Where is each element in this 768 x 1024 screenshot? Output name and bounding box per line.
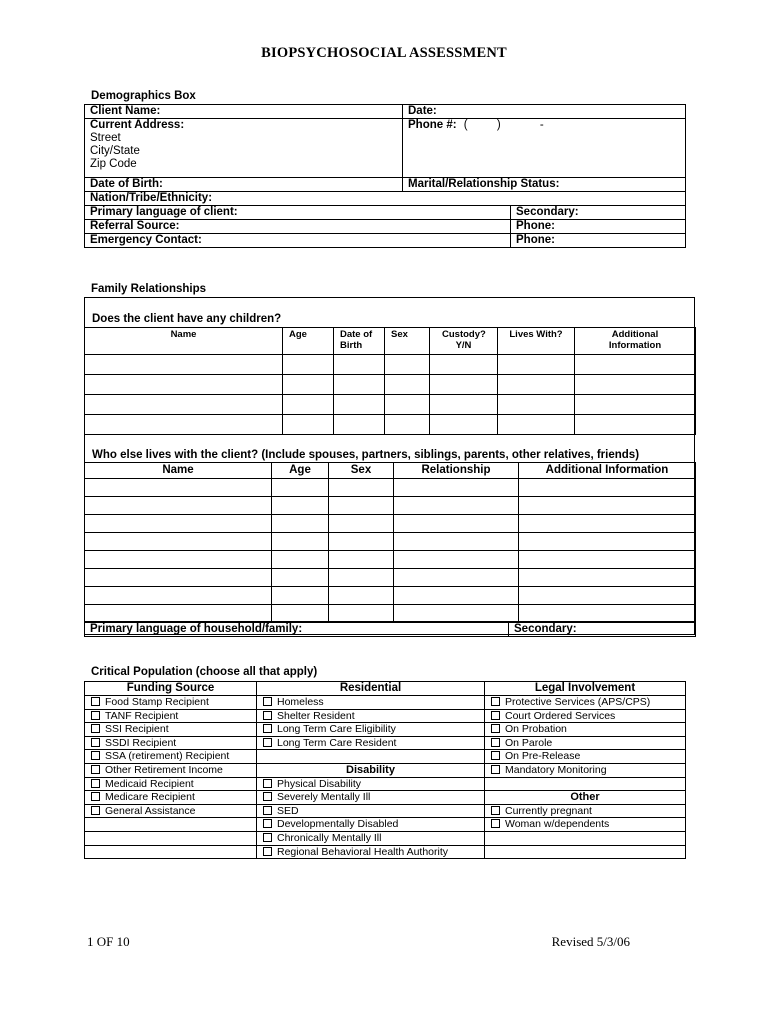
critical-population-table bbox=[84, 681, 686, 859]
disability-heading: Disability bbox=[257, 763, 485, 777]
critical-heading: Critical Population (choose all that apply) bbox=[91, 666, 318, 678]
legal-pre-release[interactable]: On Pre-Release bbox=[485, 750, 686, 764]
emergency-field[interactable]: Emergency Contact: bbox=[85, 234, 511, 248]
revision-date: Revised 5/3/06 bbox=[551, 934, 630, 949]
table-row bbox=[85, 533, 696, 551]
disability-cmi[interactable]: Chronically Mentally Ill bbox=[257, 831, 485, 845]
col-sex: Sex bbox=[329, 463, 394, 479]
other-heading: Other bbox=[485, 791, 686, 805]
disability-rbha[interactable]: Regional Behavioral Health Authority bbox=[257, 845, 485, 859]
checkbox[interactable] bbox=[491, 819, 500, 828]
col-funding: Funding Source bbox=[85, 682, 257, 696]
phone-field[interactable] bbox=[403, 119, 686, 178]
other-pregnant[interactable]: Currently pregnant bbox=[485, 804, 686, 818]
phone-close: ) bbox=[496, 119, 501, 131]
funding-ssa[interactable]: SSA (retirement) Recipient bbox=[85, 750, 257, 764]
checkbox[interactable] bbox=[491, 806, 500, 815]
col-sex: Sex bbox=[385, 328, 430, 355]
phone-label: Phone #: bbox=[408, 119, 457, 131]
checkbox[interactable] bbox=[91, 738, 100, 747]
table-row bbox=[85, 479, 696, 497]
funding-ssdi[interactable]: SSDI Recipient bbox=[85, 736, 257, 750]
checkbox[interactable] bbox=[263, 724, 272, 733]
legal-protective[interactable]: Protective Services (APS/CPS) bbox=[485, 696, 686, 710]
checkbox[interactable] bbox=[91, 711, 100, 720]
phone-open: ( bbox=[463, 119, 468, 131]
checkbox[interactable] bbox=[263, 792, 272, 801]
table-row bbox=[85, 569, 696, 587]
household-secondary-field[interactable]: Secondary: bbox=[509, 622, 696, 637]
checkbox[interactable] bbox=[491, 738, 500, 747]
disability-physical[interactable]: Physical Disability bbox=[257, 777, 485, 791]
checkbox[interactable] bbox=[263, 697, 272, 706]
disability-smi[interactable]: Severely Mentally Ill bbox=[257, 791, 485, 805]
legal-court-ordered[interactable]: Court Ordered Services bbox=[485, 709, 686, 723]
disability-sed[interactable]: SED bbox=[257, 804, 485, 818]
col-name: Name bbox=[85, 463, 272, 479]
col-custody: Custody? Y/N bbox=[430, 328, 498, 355]
checkbox[interactable] bbox=[263, 806, 272, 815]
table-row bbox=[85, 355, 696, 375]
checkbox[interactable] bbox=[91, 806, 100, 815]
household-members-table bbox=[84, 462, 696, 623]
col-age: Age bbox=[283, 328, 334, 355]
demographics-table bbox=[84, 104, 686, 248]
household-language-table bbox=[84, 621, 696, 637]
address-field[interactable] bbox=[85, 119, 403, 178]
residential-shelter[interactable]: Shelter Resident bbox=[257, 709, 485, 723]
col-name: Name bbox=[85, 328, 283, 355]
table-row bbox=[85, 415, 696, 435]
emergency-phone-field[interactable]: Phone: bbox=[511, 234, 686, 248]
checkbox[interactable] bbox=[263, 738, 272, 747]
funding-tanf[interactable]: TANF Recipient bbox=[85, 709, 257, 723]
address-label: Current Address: bbox=[90, 119, 185, 131]
checkbox[interactable] bbox=[263, 819, 272, 828]
col-legal: Legal Involvement bbox=[485, 682, 686, 696]
marital-field[interactable]: Marital/Relationship Status: bbox=[403, 178, 686, 192]
col-lives-with: Lives With? bbox=[498, 328, 575, 355]
checkbox[interactable] bbox=[491, 724, 500, 733]
children-table bbox=[84, 327, 696, 435]
household-language-field[interactable]: Primary language of household/family: bbox=[85, 622, 509, 637]
demographics-heading: Demographics Box bbox=[91, 90, 196, 102]
dob-field[interactable]: Date of Birth: bbox=[85, 178, 403, 192]
lives-with-question: Who else lives with the client? (Include spouses, partners, siblings, parents, other relatives, friends) bbox=[92, 449, 640, 461]
primary-language-field[interactable]: Primary language of client: bbox=[85, 206, 511, 220]
legal-probation[interactable]: On Probation bbox=[485, 723, 686, 737]
col-residential: Residential bbox=[257, 682, 485, 696]
family-heading: Family Relationships bbox=[91, 283, 207, 295]
legal-parole[interactable]: On Parole bbox=[485, 736, 686, 750]
phone-dash: - bbox=[539, 119, 544, 131]
nation-field[interactable]: Nation/Tribe/Ethnicity: bbox=[85, 192, 686, 206]
children-question: Does the client have any children? bbox=[92, 313, 282, 325]
funding-medicaid[interactable]: Medicaid Recipient bbox=[85, 777, 257, 791]
checkbox[interactable] bbox=[91, 697, 100, 706]
col-additional: Additional Information bbox=[575, 328, 696, 355]
checkbox[interactable] bbox=[91, 779, 100, 788]
col-dob: Date of Birth bbox=[334, 328, 385, 355]
table-row bbox=[85, 587, 696, 605]
legal-mandatory-monitoring[interactable]: Mandatory Monitoring bbox=[485, 763, 686, 777]
residential-homeless[interactable]: Homeless bbox=[257, 696, 485, 710]
residential-ltc-resident[interactable]: Long Term Care Resident bbox=[257, 736, 485, 750]
page-title: BIOPSYCHOSOCIAL ASSESSMENT bbox=[261, 45, 507, 61]
referral-phone-field[interactable]: Phone: bbox=[511, 220, 686, 234]
residential-ltc-eligibility[interactable]: Long Term Care Eligibility bbox=[257, 723, 485, 737]
funding-other-retirement[interactable]: Other Retirement Income bbox=[85, 763, 257, 777]
table-row bbox=[85, 395, 696, 415]
city-state-label: City/State bbox=[90, 145, 140, 157]
checkbox[interactable] bbox=[91, 765, 100, 774]
checkbox[interactable] bbox=[91, 792, 100, 801]
checkbox[interactable] bbox=[491, 765, 500, 774]
checkbox[interactable] bbox=[263, 847, 272, 856]
col-additional: Additional Information bbox=[519, 463, 696, 479]
table-row bbox=[85, 515, 696, 533]
table-row bbox=[85, 375, 696, 395]
checkbox[interactable] bbox=[263, 833, 272, 842]
col-age: Age bbox=[272, 463, 329, 479]
street-label: Street bbox=[90, 132, 121, 144]
page-number: 1 OF 10 bbox=[87, 934, 130, 949]
table-row bbox=[85, 497, 696, 515]
table-row bbox=[85, 551, 696, 569]
checkbox[interactable] bbox=[263, 779, 272, 788]
secondary-language-field[interactable]: Secondary: bbox=[511, 206, 686, 220]
checkbox[interactable] bbox=[491, 697, 500, 706]
funding-ssi[interactable]: SSI Recipient bbox=[85, 723, 257, 737]
checkbox[interactable] bbox=[91, 724, 100, 733]
funding-general-assistance[interactable]: General Assistance bbox=[85, 804, 257, 818]
date-field[interactable]: Date: bbox=[403, 105, 686, 119]
checkbox[interactable] bbox=[491, 751, 500, 760]
disability-developmental[interactable]: Developmentally Disabled bbox=[257, 818, 485, 832]
funding-medicare[interactable]: Medicare Recipient bbox=[85, 791, 257, 805]
checkbox[interactable] bbox=[263, 711, 272, 720]
table-row bbox=[85, 605, 696, 623]
col-relationship: Relationship bbox=[394, 463, 519, 479]
other-woman-dependents[interactable]: Woman w/dependents bbox=[485, 818, 686, 832]
checkbox[interactable] bbox=[91, 751, 100, 760]
checkbox[interactable] bbox=[491, 711, 500, 720]
funding-food-stamp[interactable]: Food Stamp Recipient bbox=[85, 696, 257, 710]
client-name-field[interactable]: Client Name: bbox=[85, 105, 403, 119]
zip-label: Zip Code bbox=[90, 158, 137, 170]
referral-field[interactable]: Referral Source: bbox=[85, 220, 511, 234]
